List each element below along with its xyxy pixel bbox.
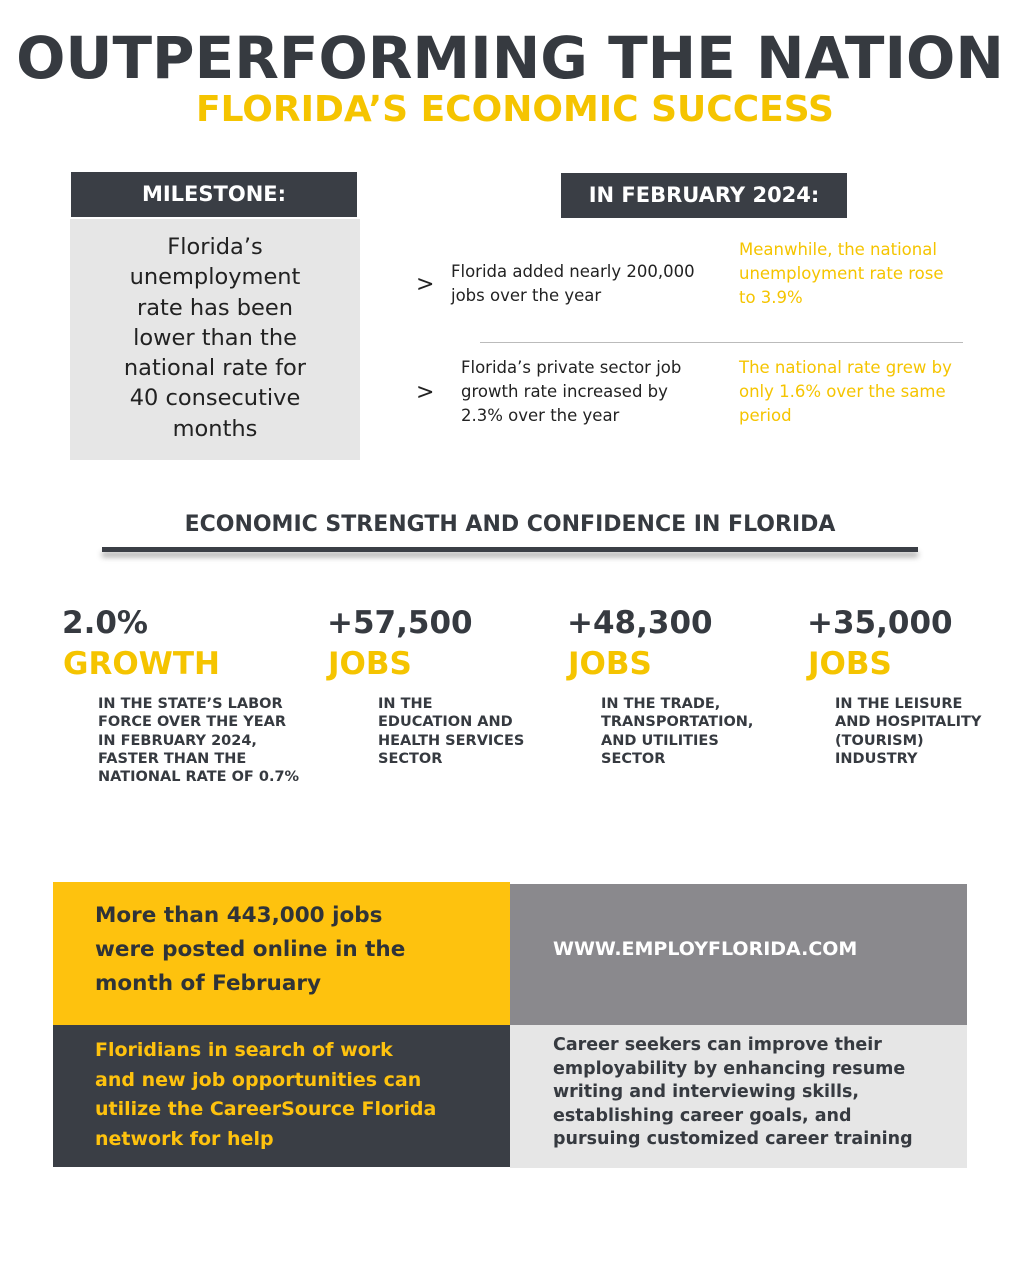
panel-line: writing and interviewing skills,: [553, 1082, 860, 1102]
panel-line: and new job opportunities can: [95, 1068, 422, 1091]
point-line: to 3.9%: [739, 288, 803, 307]
stat-value: +48,300: [567, 605, 713, 641]
stat-desc-line: AND HOSPITALITY: [835, 714, 982, 731]
milestone-text: [70, 219, 360, 460]
panel-line: utilize the CareerSource Florida: [95, 1098, 437, 1120]
stat-desc-line: SECTOR: [378, 750, 443, 767]
point-line: Florida’s private sector job: [461, 358, 682, 377]
stat-unit: JOBS: [328, 646, 412, 682]
stat-desc-line: IN FEBRUARY 2024,: [98, 732, 257, 749]
panel-line: Career seekers can improve their: [553, 1035, 882, 1055]
panel-line: More than 443,000 jobs: [95, 903, 383, 928]
milestone-line: national rate for: [123, 355, 307, 382]
careersource-panel: [53, 1025, 510, 1167]
career-seekers-text: [553, 1034, 963, 1152]
section-divider: [102, 547, 918, 552]
stat-desc-line: IN THE STATE’S LABOR: [98, 696, 283, 712]
milestone-line: 40 consecutive: [129, 385, 301, 412]
milestone-line: Florida’s: [167, 234, 263, 260]
panel-line: were posted online in the: [95, 937, 406, 962]
milestone-line: rate has been: [136, 294, 293, 321]
page-subtitle: FLORIDA’S ECONOMIC SUCCESS: [196, 89, 834, 130]
panel-line: employability by enhancing resume: [553, 1058, 906, 1079]
stat-value: +57,500: [327, 605, 473, 641]
stat-desc-line: IN THE TRADE,: [601, 696, 721, 712]
point-line: 2.3% over the year: [461, 406, 620, 425]
national-growth-point: [739, 356, 1009, 428]
point-line: Meanwhile, the national: [739, 240, 937, 259]
national-unemployment-point: [739, 238, 1009, 310]
website-link[interactable]: WWW.EMPLOYFLORIDA.COM: [553, 938, 858, 960]
point-line: unemployment rate rose: [739, 264, 944, 283]
stat-description: [378, 695, 548, 768]
jobs-posted-text: [95, 899, 505, 1001]
stat-description: [98, 695, 318, 786]
point-line: Florida added nearly 200,000: [451, 262, 695, 281]
panel-line: pursuing customized career training: [553, 1129, 913, 1149]
stat-desc-line: FASTER THAN THE: [98, 750, 247, 767]
stat-unit: JOBS: [808, 646, 892, 682]
stat-desc-line: AND UTILITIES: [601, 732, 719, 749]
panel-line: network for help: [95, 1127, 274, 1150]
career-seekers-panel: [510, 1025, 967, 1168]
stat-value: +35,000: [807, 605, 953, 641]
milestone-line: months: [172, 415, 258, 442]
points-divider: [480, 342, 963, 343]
stat-desc-line: HEALTH SERVICES: [378, 732, 525, 749]
stat-desc-line: SECTOR: [601, 750, 666, 767]
stat-desc-line: TRANSPORTATION,: [601, 714, 754, 731]
private-sector-point: [461, 356, 731, 428]
stat-unit: GROWTH: [63, 646, 220, 682]
stat-value: 2.0%: [62, 605, 148, 641]
website-panel: [510, 884, 967, 1025]
february-label: IN FEBRUARY 2024:: [561, 173, 847, 218]
point-line: only 1.6% over the same: [739, 382, 946, 401]
stat-desc-line: IN THE LEISURE: [835, 696, 963, 712]
stat-desc-line: INDUSTRY: [835, 750, 918, 767]
chevron-right-icon: >: [416, 380, 435, 405]
stat-unit: JOBS: [568, 646, 652, 682]
stat-description: [601, 695, 781, 768]
stat-desc-line: IN THE: [378, 696, 433, 712]
panel-line: establishing career goals, and: [553, 1105, 852, 1126]
chevron-right-icon: >: [416, 272, 435, 297]
milestone-line: lower than the: [133, 324, 297, 351]
section-title: ECONOMIC STRENGTH AND CONFIDENCE IN FLORIDA: [184, 512, 836, 537]
panel-line: Floridians in search of work: [95, 1039, 393, 1061]
florida-jobs-point: [451, 260, 731, 308]
point-line: jobs over the year: [451, 286, 602, 305]
panel-line: month of February: [95, 971, 321, 996]
jobs-posted-panel: [53, 882, 510, 1025]
stat-desc-line: NATIONAL RATE OF 0.7%: [98, 769, 300, 786]
careersource-text: [95, 1036, 505, 1154]
stat-description: [835, 695, 1005, 768]
stat-desc-line: FORCE OVER THE YEAR: [98, 714, 287, 731]
point-line: growth rate increased by: [461, 382, 668, 401]
milestone-label: MILESTONE:: [71, 172, 357, 217]
milestone-line: unemployment: [129, 264, 301, 291]
point-line: The national rate grew by: [739, 358, 952, 377]
page-title: OUTPERFORMING THE NATION: [16, 24, 1004, 92]
stat-desc-line: EDUCATION AND: [378, 714, 513, 731]
point-line: period: [739, 406, 792, 425]
stat-desc-line: (TOURISM): [835, 732, 924, 749]
